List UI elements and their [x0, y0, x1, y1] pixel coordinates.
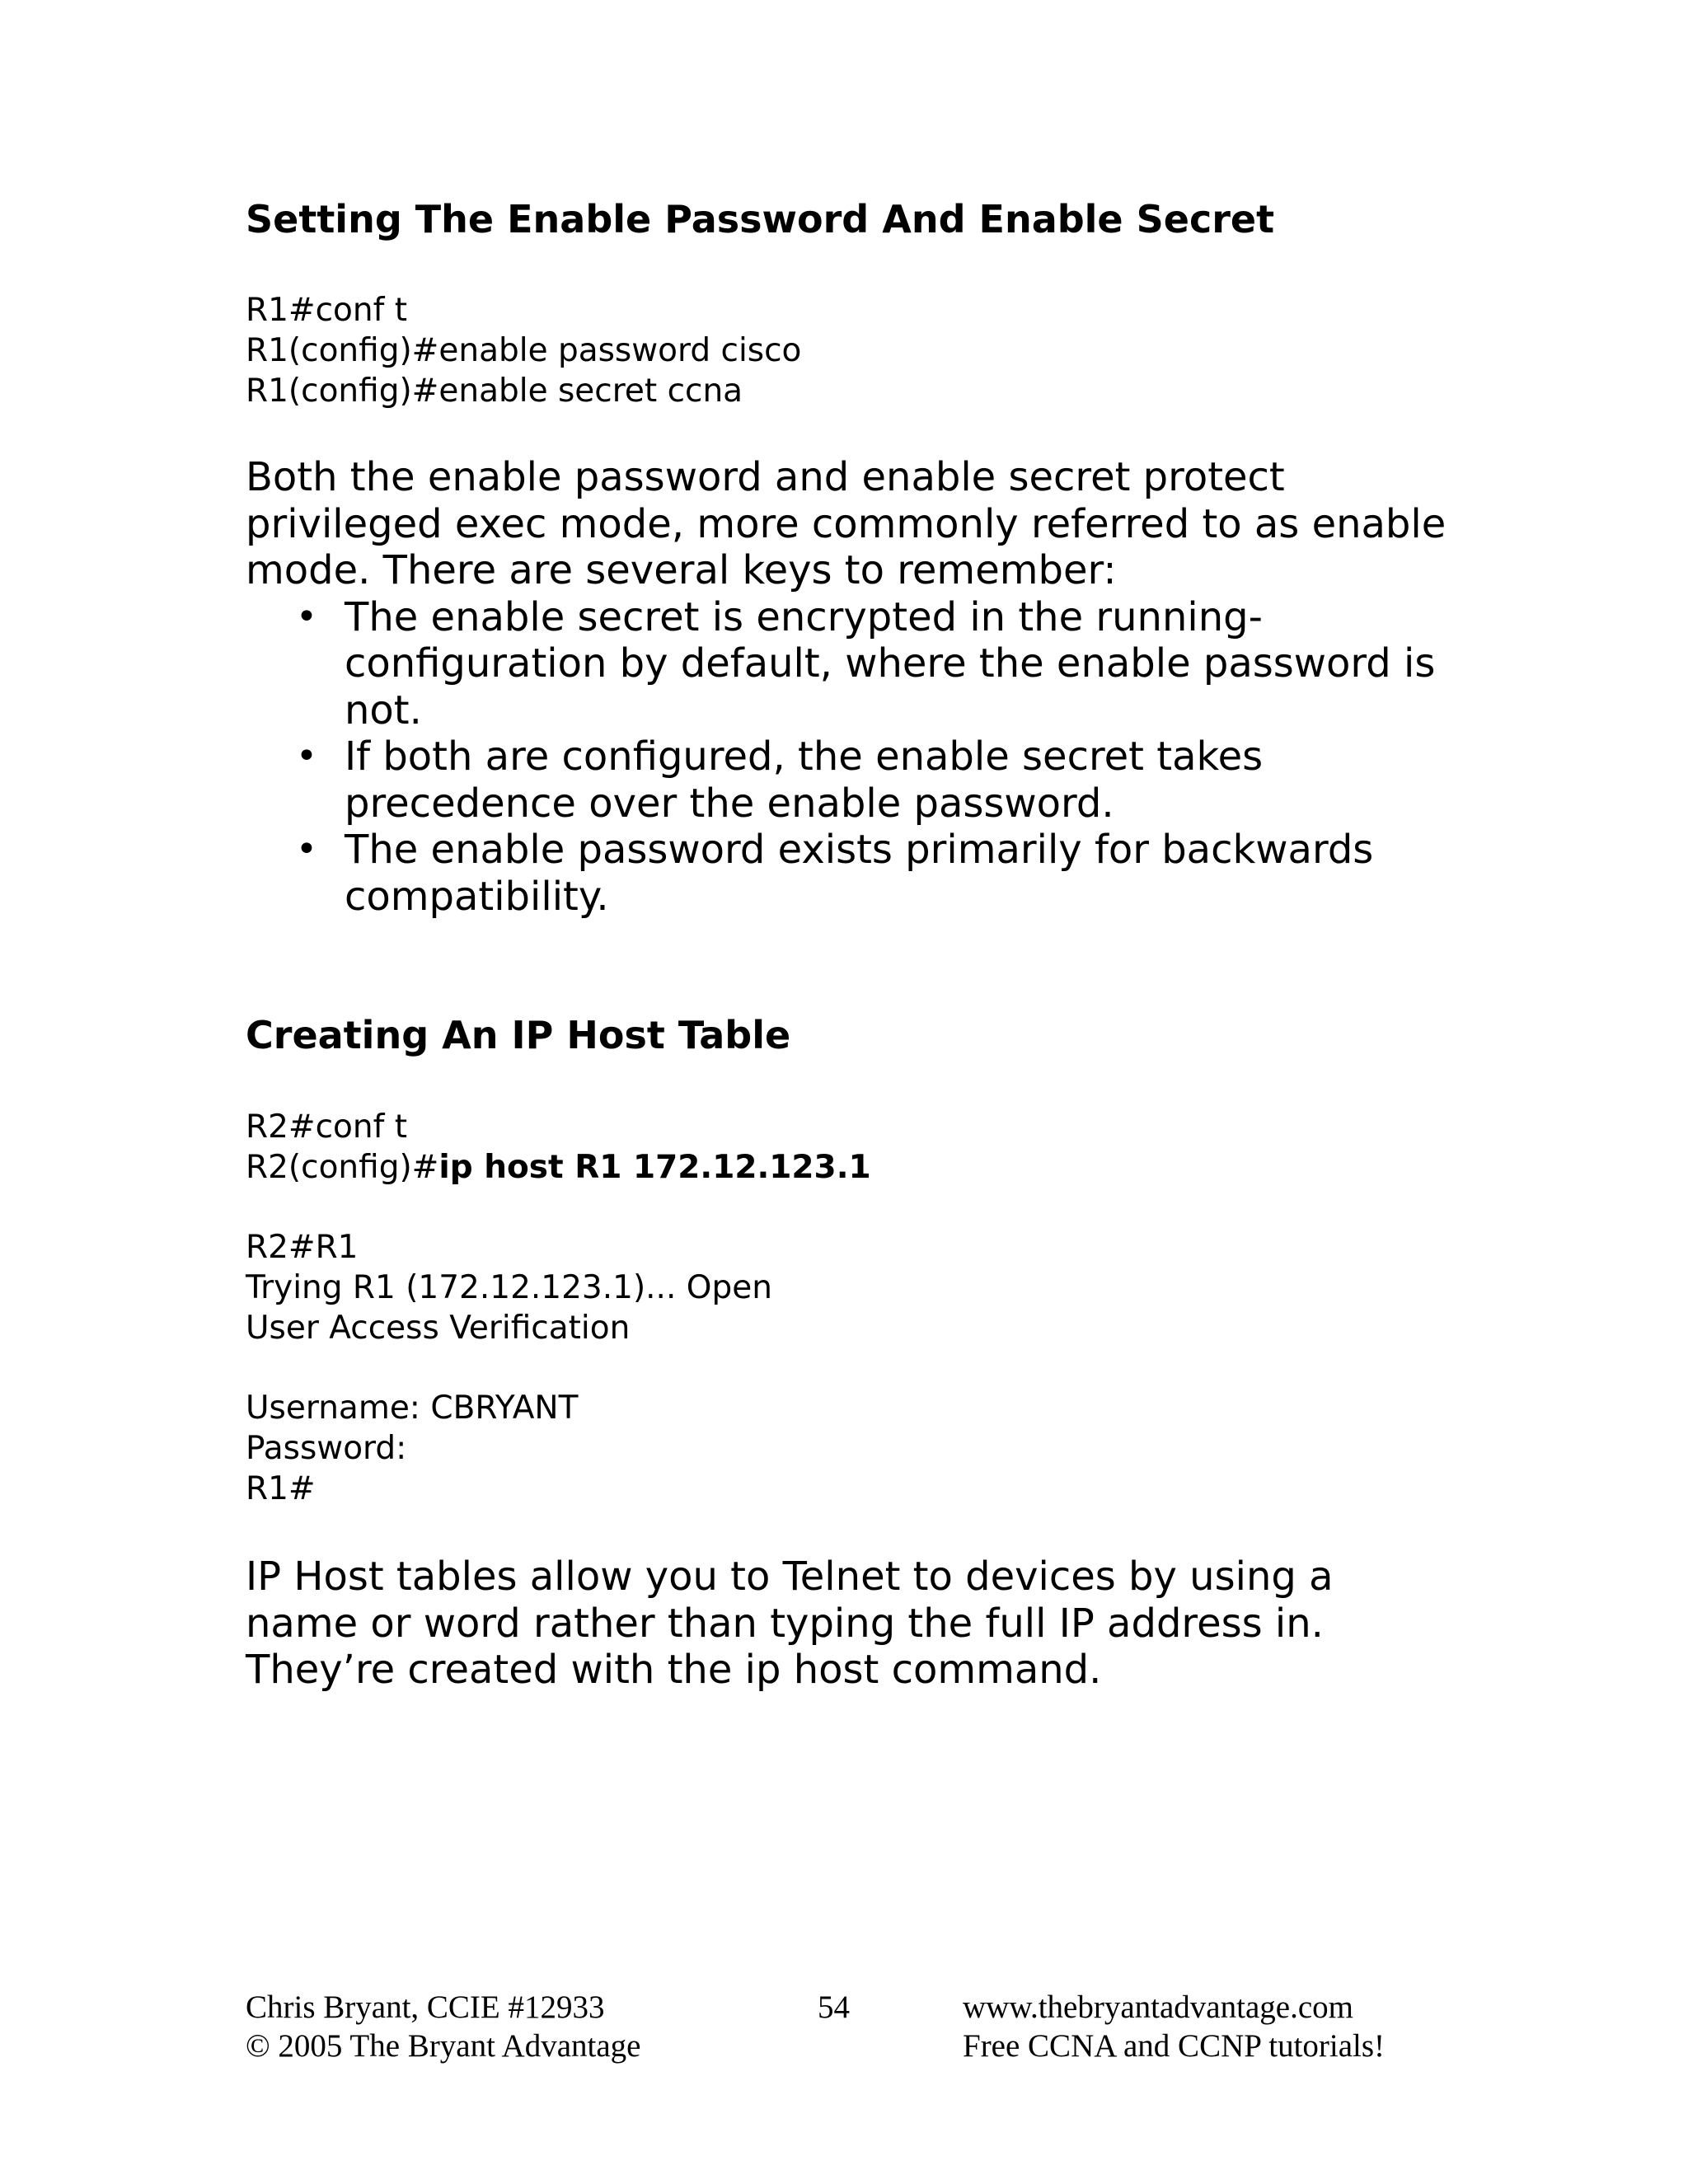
code-line: R1(config)#enable secret ccna: [246, 373, 743, 410]
list-item-line: The enable secret is encrypted in the running-: [345, 593, 1263, 640]
code-line: [246, 1147, 871, 1188]
footer-copyright: © 2005 The Bryant Advantage: [246, 2028, 641, 2064]
code-block-ip-host: [246, 1107, 871, 1188]
list-item-line: configuration by default, where the enable password is: [345, 640, 1436, 687]
footer-right: [963, 1988, 1385, 2065]
code-line: Password:: [246, 1430, 407, 1467]
list-item-line: If both are configured, the enable secret takes: [345, 733, 1264, 780]
paragraph-line: name or word rather than typing the full IP address in.: [246, 1600, 1324, 1647]
list-item-line: not.: [345, 687, 422, 733]
list-item-line: precedence over the enable password.: [345, 780, 1114, 827]
footer-tagline: Free CCNA and CCNP tutorials!: [963, 2028, 1386, 2064]
ip-host-explanation: [246, 1554, 1465, 1694]
enable-explanation: [246, 454, 1465, 920]
code-prompt: R2(config)#: [246, 1149, 439, 1186]
page-number: 54: [818, 1990, 850, 2025]
code-line: Trying R1 (172.12.123.1)... Open: [246, 1269, 772, 1306]
bullet-icon: •: [296, 735, 317, 777]
paragraph-line: They’re created with the ip host command.: [246, 1647, 1102, 1693]
list-item-line: The enable password exists primarily for backwards: [345, 827, 1374, 873]
code-line: R2#conf t: [246, 1108, 408, 1146]
section-heading-enable: Setting The Enable Password And Enable Secret: [246, 197, 1275, 241]
footer-center: [818, 1988, 850, 2027]
list-item: [246, 733, 1465, 827]
code-block-telnet: [246, 1227, 772, 1348]
list-item-line: compatibility.: [345, 873, 609, 920]
code-block-enable: [246, 290, 801, 411]
code-line: Username: CBRYANT: [246, 1390, 579, 1427]
paragraph-line: privileged exec mode, more commonly referred to as enable: [246, 500, 1447, 547]
key-points-list: [246, 594, 1465, 921]
bullet-icon: •: [296, 595, 317, 638]
list-item: [246, 594, 1465, 734]
code-line: R1(config)#enable password cisco: [246, 332, 802, 369]
code-line: R1#conf t: [246, 292, 408, 329]
code-block-login: [246, 1388, 578, 1509]
code-line: R1#: [246, 1470, 316, 1507]
paragraph-line: IP Host tables allow you to Telnet to devices by using a: [246, 1554, 1334, 1600]
code-line: User Access Verification: [246, 1310, 631, 1347]
section-heading-ip-host: Creating An IP Host Table: [246, 1013, 791, 1057]
footer-left: [246, 1988, 640, 2065]
code-command: ip host R1 172.12.123.1: [438, 1149, 871, 1186]
footer-website: www.thebryantadvantage.com: [963, 1990, 1353, 2025]
list-item: [246, 827, 1465, 920]
bullet-icon: •: [296, 828, 317, 870]
paragraph-line: Both the enable password and enable secret protect: [246, 454, 1285, 500]
footer-author: Chris Bryant, CCIE #12933: [246, 1990, 605, 2025]
code-line: R2#R1: [246, 1229, 359, 1266]
paragraph-line: mode. There are several keys to remember:: [246, 547, 1117, 593]
